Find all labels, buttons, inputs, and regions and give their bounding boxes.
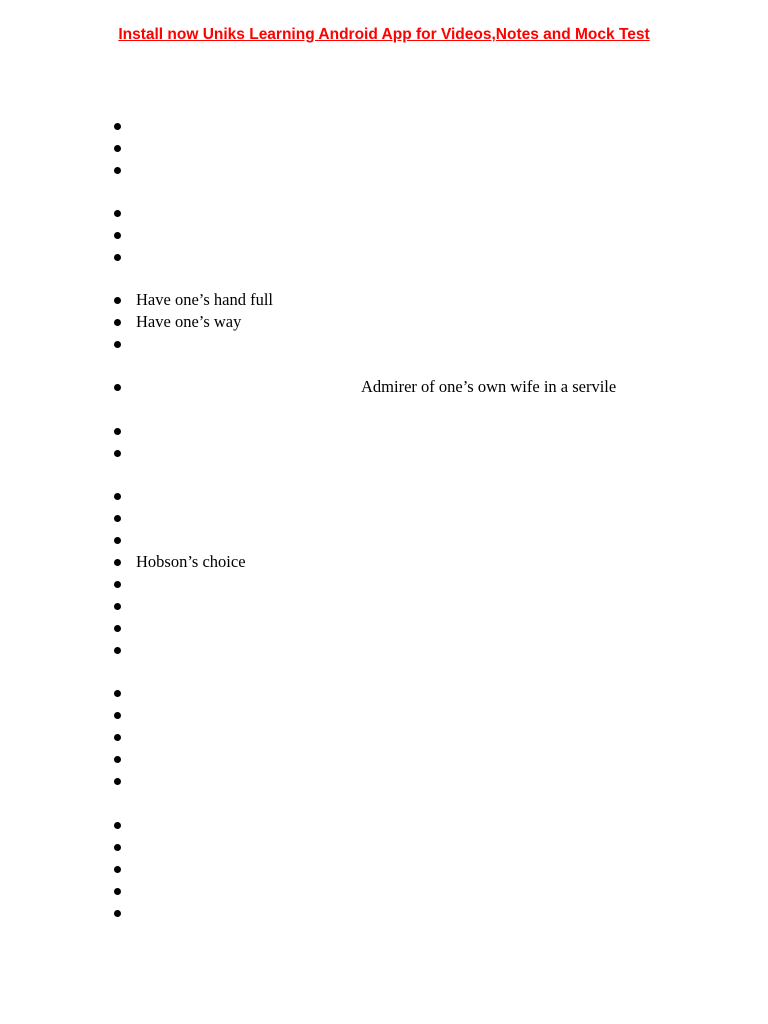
bullet-icon: [114, 145, 121, 152]
bullet-icon: [114, 123, 121, 130]
bullet-icon: [114, 888, 121, 895]
bullet-icon: [114, 866, 121, 873]
install-app-banner[interactable]: Install now Uniks Learning Android App for Videos,Notes and Mock Test: [118, 26, 650, 43]
bullet-icon: [114, 734, 121, 741]
list-item-text: Have one’s hand full: [136, 290, 274, 309]
bullet-icon: [114, 210, 121, 217]
list-item-text: Hobson’s choice: [136, 552, 246, 571]
bullet-icon: [114, 537, 121, 544]
bullet-icon: [114, 384, 121, 391]
bullet-icon: [114, 450, 121, 457]
bullet-icon: [114, 341, 121, 348]
bullet-icon: [114, 167, 121, 174]
bullet-icon: [114, 254, 121, 261]
bullet-icon: [114, 712, 121, 719]
list-item-text: Have one’s way: [136, 312, 242, 331]
list-item-text: Admirer of one’s own wife in a servile: [361, 377, 617, 396]
bullet-icon: [114, 647, 121, 654]
bullet-icon: [114, 319, 121, 326]
bullet-icon: [114, 756, 121, 763]
bullet-icon: [114, 603, 121, 610]
bullet-icon: [114, 559, 121, 566]
bullet-icon: [114, 822, 121, 829]
bullet-icon: [114, 428, 121, 435]
bullet-icon: [114, 690, 121, 697]
bullet-icon: [114, 515, 121, 522]
bullet-icon: [114, 493, 121, 500]
bullet-icon: [114, 844, 121, 851]
bullet-icon: [114, 297, 121, 304]
bullet-icon: [114, 910, 121, 917]
bullet-icon: [114, 581, 121, 588]
bullet-icon: [114, 232, 121, 239]
bullet-icon: [114, 778, 121, 785]
bullet-icon: [114, 625, 121, 632]
